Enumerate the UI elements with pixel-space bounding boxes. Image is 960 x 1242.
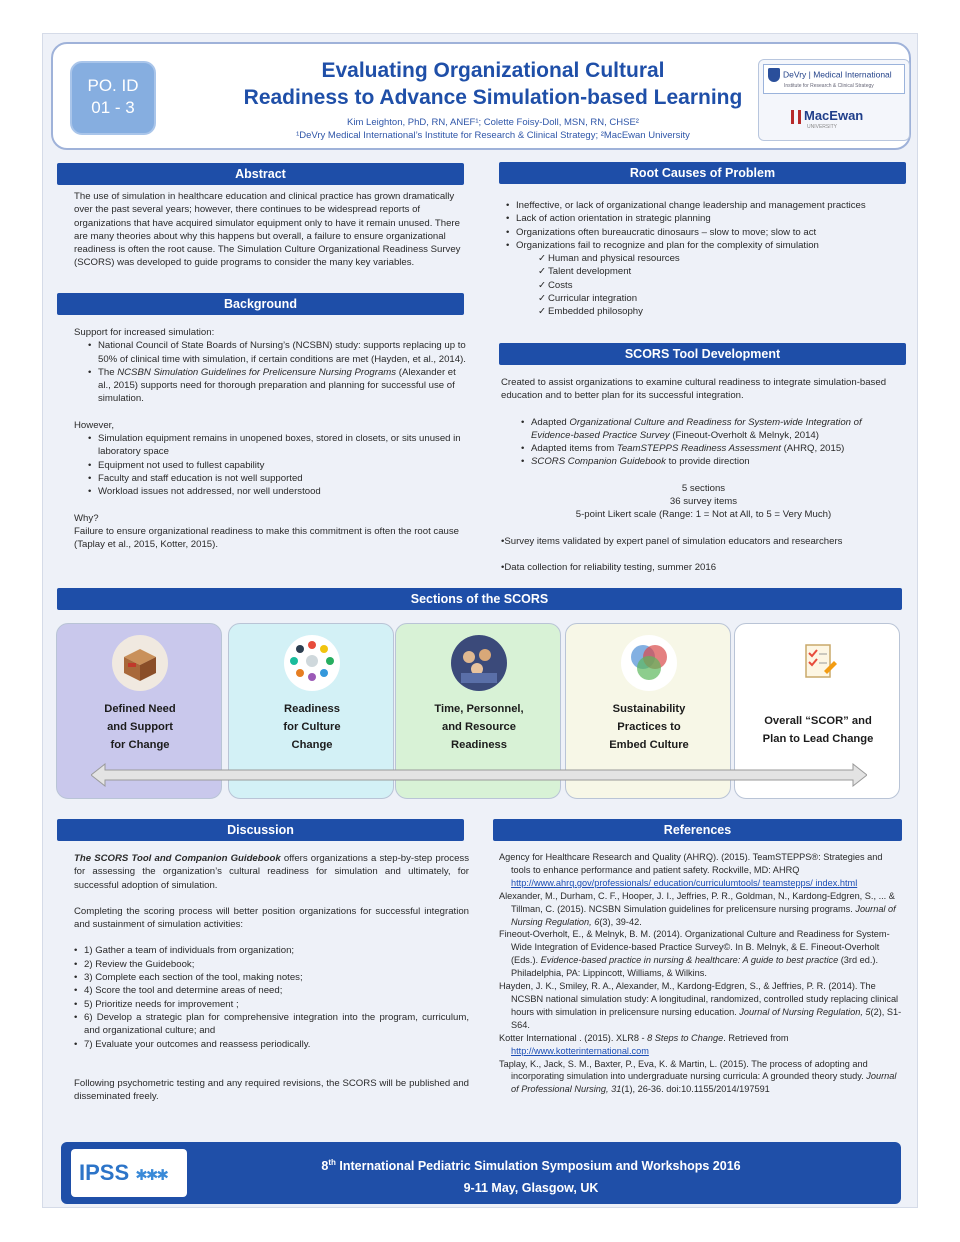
complexity-checklist bbox=[506, 252, 906, 318]
reference-item: Taplay, K., Jack, S. M., Baxter, P., Eva, K. & Martin, L. (2015). The process of adopting and incorporating simulation into undergraduate nursing curricula: A grounded theory study. Journal of Professional Nursing, 31(1), 26-36. doi:10.1155/2014/197591 bbox=[499, 1058, 897, 1095]
list-item: • 7) Evaluate your outcomes and reassess periodically. bbox=[74, 1038, 469, 1051]
background-intro: Support for increased simulation: bbox=[74, 327, 215, 338]
po-id-number: 01 - 3 bbox=[91, 98, 135, 117]
list-item: • Simulation equipment remains in unopened boxes, stored in closets, or sits unused in laboratory space bbox=[88, 432, 471, 459]
macewan-logo bbox=[787, 104, 879, 134]
scors-dev-heading: SCORS Tool Development bbox=[499, 343, 906, 365]
list-item: • Organizations fail to recognize and plan for the complexity of simulation bbox=[506, 239, 906, 252]
list-item: • 5) Prioritize needs for improvement ; bbox=[74, 998, 469, 1011]
abstract-paragraph: The use of simulation in healthcare education and clinical practice has grown dramatically over the past several years; however, there continues to be widespread reports of organizations that have acquired simulator equipment only to have it remain unused. There are many theories about why this happens but overall, a failure to ensure organizational readiness is often the root cause. The Simulation Culture Organizational Readiness Survey (SCORS) was developed to guide programs to consider the many key variables. bbox=[74, 191, 461, 269]
list-item: • 1) Gather a team of individuals from organization; bbox=[74, 944, 469, 957]
references-list bbox=[499, 851, 904, 1096]
reference-link[interactable]: http://www.ahrq.gov/professionals/ education/curriculumtools/ teamstepps/ index.html bbox=[511, 877, 858, 888]
scors-dev-intro: Created to assist organizations to examine cultural readiness to integrate simulation-based education and to better plan for its successful integration. bbox=[501, 377, 887, 402]
list-item: • Lack of action orientation in strategic planning bbox=[506, 212, 906, 225]
macewan-mark-icon bbox=[791, 110, 801, 124]
ipss-logo-text: IPSS bbox=[79, 1160, 130, 1185]
macewan-logo-text: MacEwan bbox=[804, 108, 864, 123]
macewan-logo-subtitle: UNIVERSITY bbox=[807, 123, 838, 130]
why-label: Why? bbox=[74, 512, 99, 524]
card-label: Sustainability Practices to Embed Culture bbox=[609, 703, 689, 751]
list-item: • National Council of State Boards of Nursing’s (NCSBN) study: supports replacing up to 50% of clinical time with simulation, if certain conditions are met (Hayden, et al., 2014). bbox=[88, 339, 471, 366]
scors-dev-text bbox=[501, 376, 906, 574]
reference-item: Alexander, M., Durham, C. F., Hooper, J. I., Jeffries, P. R., Goldman, N., Kardong-Edgren, S., ... & Tillman, C. (2015). NCSBN Simulation guidelines for prelicensure nursing programs. Journal of Nursing Regulation, 6(3), 39-42. bbox=[499, 890, 896, 927]
discussion-heading: Discussion bbox=[57, 819, 464, 841]
stat-items: 36 survey items bbox=[669, 496, 738, 508]
list-item: • The NCSBN Simulation Guidelines for Prelicensure Nursing Programs (Alexander et al., 2015) supports need for thorough preparation and planning for successful use of simulation. bbox=[88, 366, 471, 406]
conference-name: 8th International Pediatric Simulation Symposium and Workshops 2016 bbox=[321, 1158, 741, 1174]
reference-item: Fineout-Overholt, E., & Melnyk, B. M. (2014). Organizational Culture and Readiness for System-Wide Integration of Evidence-based Practice Survey©. In B. Melnyk, & E. Fineout-Overholt (Eds.). Evidence-based practice in nursing & healthcare: A guide to best practice (3rd ed.). Philadelphia, PA: Lippincott, Williams, & Wilkins. bbox=[499, 929, 890, 979]
double-arrow-icon bbox=[91, 763, 867, 787]
discussion-paragraph-3: Following psychometric testing and any required revisions, the SCORS will be published and disseminated freely. bbox=[74, 1077, 469, 1103]
po-id-label: PO. ID bbox=[87, 76, 139, 95]
devry-logo-subtitle: Institute for Research & Clinical Strategy bbox=[784, 83, 874, 89]
authors-block bbox=[173, 116, 813, 142]
references-heading: References bbox=[493, 819, 902, 841]
list-item: • Workload issues not addressed, nor well understood bbox=[88, 485, 471, 498]
po-id-badge bbox=[70, 61, 156, 135]
box-icon bbox=[112, 635, 168, 691]
discussion-paragraph-2: Completing the scoring process will better position organizations for successful integration and sustainment of simulation activities: bbox=[74, 905, 469, 931]
list-item: • 6) Develop a strategic plan for comprehensive integration into the program, curriculum, and organizational culture; and bbox=[74, 1011, 469, 1038]
card-label: Time, Personnel, and Resource Readiness bbox=[434, 703, 524, 751]
list-item: • 2) Review the Guidebook; bbox=[74, 958, 469, 971]
list-item: • 3) Complete each section of the tool, making notes; bbox=[74, 971, 469, 984]
people-circle-icon bbox=[284, 635, 340, 691]
however-label: However, bbox=[74, 419, 114, 431]
scors-stats bbox=[501, 482, 906, 522]
ipss-logo bbox=[71, 1149, 187, 1197]
stat-scale: 5-point Likert scale (Range: 1 = Not at All, to 5 = Very Much) bbox=[575, 509, 832, 521]
list-item: • Equipment not used to fullest capability bbox=[88, 459, 471, 472]
abstract-heading: Abstract bbox=[57, 163, 464, 185]
list-item: ✓ Human and physical resources bbox=[538, 252, 906, 265]
poster bbox=[42, 33, 918, 1208]
list-item: • Ineffective, or lack of organizational change leadership and management practices bbox=[506, 199, 906, 212]
venn-icon bbox=[621, 635, 677, 691]
list-item: • 4) Score the tool and determine areas of need; bbox=[74, 984, 469, 997]
title-line-1: Evaluating Organizational Cultural bbox=[321, 59, 665, 82]
devry-logo bbox=[763, 64, 905, 94]
root-causes-list bbox=[506, 199, 906, 252]
root-causes-text bbox=[506, 199, 906, 319]
stat-sections: 5 sections bbox=[681, 482, 726, 494]
reference-item: Agency for Healthcare Research and Quality (AHRQ). (2015). TeamSTEPPS®: Strategies and tools to enhance performance and patient safety. Rockville, MD: AHRQ http://www.ahrq.gov/professionals/ education/curriculumtools/ teamstepps/ index.html bbox=[499, 852, 883, 888]
list-item: • SCORS Companion Guidebook to provide direction bbox=[521, 455, 906, 468]
card-label: Defined Need and Support for Change bbox=[104, 703, 176, 751]
card-label: Readiness for Culture Change bbox=[283, 703, 341, 751]
authors: Kim Leighton, PhD, RN, ANEF¹; Colette Foisy-Doll, MSN, RN, CHSE² bbox=[347, 117, 639, 128]
conference-date-location: 9-11 May, Glasgow, UK bbox=[463, 1181, 599, 1196]
list-item: ✓ Curricular integration bbox=[538, 292, 906, 305]
discussion-text bbox=[74, 852, 469, 1103]
support-list bbox=[74, 339, 471, 405]
reference-item: Kotter International . (2015). XLR8 - 8 Steps to Change. Retrieved from http://www.kotterinternational.com bbox=[499, 1032, 789, 1056]
discussion-paragraph-1: The SCORS Tool and Companion Guidebook offers organizations a step-by-step process for assessing the organization’s cultural readiness for simulation and ultimately, for successful adoption of simulation. bbox=[74, 853, 469, 891]
list-item: ✓ Costs bbox=[538, 279, 906, 292]
why-text: Failure to ensure organizational readiness to make this commitment is often the root cause (Taplay et al., 2015, Kotter, 2015). bbox=[74, 525, 460, 551]
however-list bbox=[74, 432, 471, 498]
list-item: • Adapted items from TeamSTEPPS Readiness Assessment (AHRQ, 2015) bbox=[521, 442, 906, 455]
shield-icon bbox=[768, 68, 780, 82]
poster-header bbox=[51, 42, 911, 150]
card-label: Overall “SCOR” and Plan to Lead Change bbox=[762, 715, 874, 745]
list-item: ✓ Embedded philosophy bbox=[538, 305, 906, 318]
validation-note: •Survey items validated by expert panel of simulation educators and researchers bbox=[501, 535, 843, 547]
collection-note: •Data collection for reliability testing, summer 2016 bbox=[501, 561, 717, 573]
team-photo-icon bbox=[451, 635, 507, 691]
abstract-text bbox=[74, 190, 471, 270]
list-item: • Adapted Organizational Culture and Readiness for System-wide Integration of Evidence-based Practice Survey (Fineout-Overholt & Melnyk, 2014) bbox=[521, 416, 906, 443]
checklist-icon bbox=[790, 635, 846, 691]
sections-heading: Sections of the SCORS bbox=[57, 588, 902, 610]
institution-logos bbox=[758, 59, 910, 141]
list-item: • Organizations often bureaucratic dinosaurs – slow to move; slow to act bbox=[506, 226, 906, 239]
background-heading: Background bbox=[57, 293, 464, 315]
reference-link[interactable]: http://www.kotterinternational.com bbox=[511, 1045, 649, 1056]
devry-logo-text: DeVry | Medical International bbox=[783, 69, 892, 80]
title-line-2: Readiness to Advance Simulation-based Learning bbox=[243, 86, 743, 109]
reference-item: Hayden, J. K., Smiley, R. A., Alexander, M., Kardong-Edgren, S., & Jeffries, P. R. (2014). The NCSBN national simulation study: A longitudinal, randomized, controlled study replacing clinical hours with simulation in prelicensure nursing education. Journal of Nursing Regulation, 5(2), S1-S64. bbox=[499, 981, 902, 1030]
root-causes-heading: Root Causes of Problem bbox=[499, 162, 906, 184]
list-item: • Faculty and staff education is not well supported bbox=[88, 472, 471, 485]
background-text bbox=[74, 326, 471, 551]
conference-footer bbox=[61, 1142, 901, 1204]
poster-title bbox=[173, 57, 813, 111]
scors-dev-list bbox=[501, 416, 906, 469]
children-figures-icon: ✱✱✱ bbox=[135, 1167, 167, 1184]
discussion-steps bbox=[74, 944, 469, 1050]
affiliations: ¹DeVry Medical International’s Institute for Research & Clinical Strategy; ²MacEwan University bbox=[296, 130, 690, 141]
conference-info bbox=[211, 1152, 851, 1199]
list-item: ✓ Talent development bbox=[538, 265, 906, 278]
